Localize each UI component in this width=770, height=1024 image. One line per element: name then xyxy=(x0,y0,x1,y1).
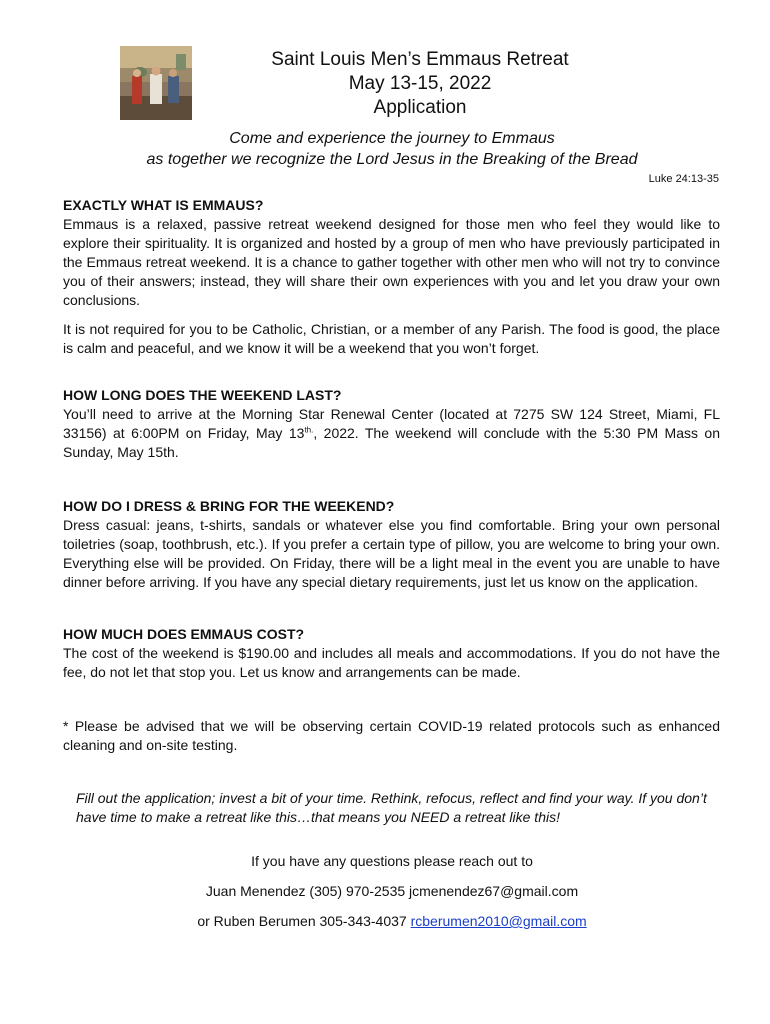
section-heading-cost: HOW MUCH DOES EMMAUS COST? xyxy=(63,626,305,642)
tagline xyxy=(0,128,770,170)
ruben-email-link[interactable]: rcberumen2010@gmail.com xyxy=(410,913,587,929)
tagline-line-1: Come and experience the journey to Emmaus xyxy=(229,130,555,147)
section-body-how-long xyxy=(63,405,720,462)
covid-notice: * Please be advised that we will be observing certain COVID-19 related protocols such as enhanced cleaning and on-site testing. xyxy=(63,718,720,753)
document-title xyxy=(0,48,770,120)
call-to-action: Fill out the application; invest a bit of your time. Rethink, refocus, reflect and find your way. If you don’t have time to make a retreat like this…that means you NEED a retreat like this! xyxy=(76,790,707,825)
contact-ruben xyxy=(0,912,770,930)
scripture-citation: Luke 24:13-35 xyxy=(648,173,719,185)
section-heading-what: EXACTLY WHAT IS EMMAUS? xyxy=(63,197,264,213)
contact-block xyxy=(0,852,770,942)
contact-juan: Juan Menendez (305) 970-2535 jcmenendez67@gmail.com xyxy=(205,883,579,899)
section-body-what: Emmaus is a relaxed, passive retreat weekend designed for those men who feel they would like to explore their spirituality. It is organized and hosted by a group of men who have previously participated in the Emmaus retreat weekend. It is a chance to gather together with other men who will not try to convince you of their answers; instead, they will share their own experiences with you and let you draw your own conclusions. xyxy=(63,216,720,308)
document-body xyxy=(63,196,720,755)
tagline-line-2: as together we recognize the Lord Jesus in the Breaking of the Bread xyxy=(146,151,638,168)
section-body-cost: The cost of the weekend is $190.00 and includes all meals and accommodations. If you do not have the fee, do not let that stop you. Let us know and arrangements can be made. xyxy=(63,645,720,680)
how-long-text-2: , 2022. The weekend will conclude with the 5:30 PM Mass on Sunday, May 15th. xyxy=(63,425,720,460)
title-line-2: May 13-15, 2022 xyxy=(348,73,492,94)
how-long-text-1: You’ll need to arrive at the Morning Star Renewal Center (located at 7275 SW 124 Street, Miami, FL 33156) at 6:00PM on Friday, May 13 xyxy=(63,406,720,441)
section-body-what-2: It is not required for you to be Catholic, Christian, or a member of any Parish. The food is good, the place is calm and peaceful, and we know it will be a weekend that you won’t forget. xyxy=(63,321,720,356)
how-long-superscript: th. xyxy=(304,425,314,435)
title-line-1: Saint Louis Men’s Emmaus Retreat xyxy=(271,49,569,70)
contact-intro: If you have any questions please reach out to xyxy=(251,853,533,869)
section-heading-dress: HOW DO I DRESS & BRING FOR THE WEEKEND? xyxy=(63,498,395,514)
title-line-3: Application xyxy=(373,97,467,118)
contact-ruben-text: or Ruben Berumen 305-343-4037 xyxy=(197,913,411,929)
section-body-dress: Dress casual: jeans, t-shirts, sandals or whatever else you find comfortable. Bring your own personal toiletries (soap, toothbrush, etc.). If you prefer a certain type of pillow, you are welcome to bring your own. Everything else will be provided. On Friday, there will be a light meal in the event you are unable to have dinner before arriving. If you have any special dietary requirements, just let us know on the application. xyxy=(63,517,720,590)
section-heading-how-long: HOW LONG DOES THE WEEKEND LAST? xyxy=(63,387,342,403)
